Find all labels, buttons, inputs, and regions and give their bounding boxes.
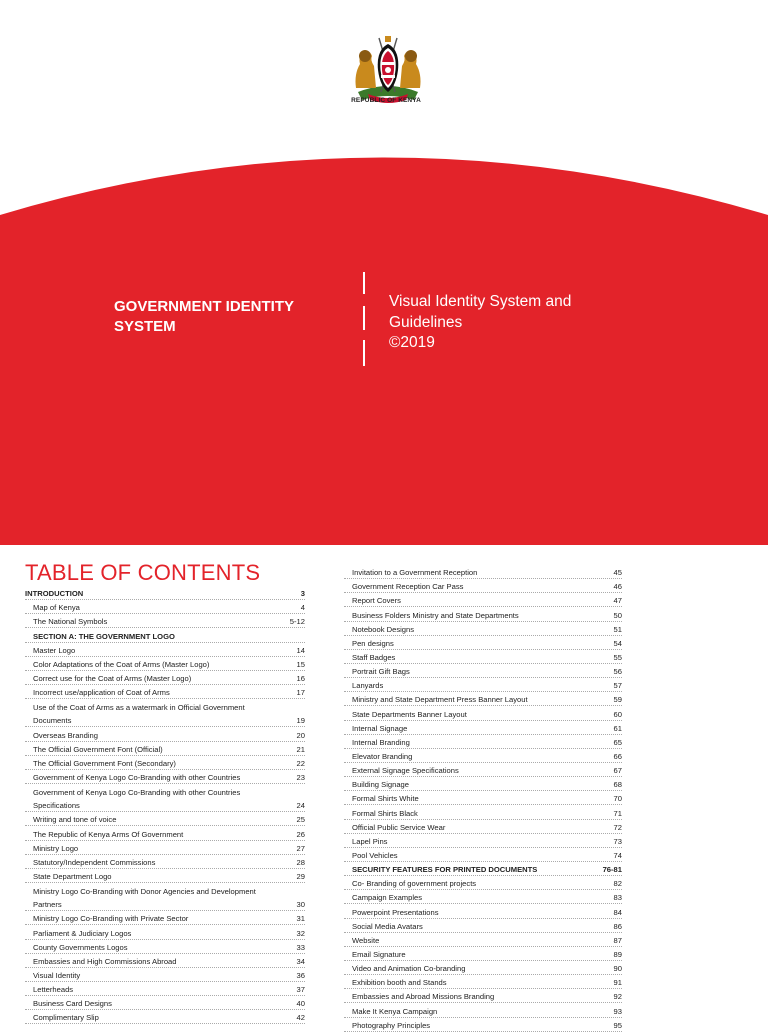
toc-entry[interactable]	[344, 735, 622, 749]
toc-entry-title: State Department Logo	[33, 871, 112, 881]
toc-entry[interactable]	[344, 876, 622, 890]
toc-entry-page: 60	[613, 709, 622, 719]
toc-entry[interactable]	[344, 607, 622, 621]
toc-entry[interactable]	[344, 961, 622, 975]
toc-entry-title: Correct use for the Coat of Arms (Master Logo)	[33, 673, 192, 683]
toc-entry[interactable]	[25, 897, 305, 911]
toc-entry-page: 71	[613, 808, 622, 818]
toc-entry-page: 55	[613, 652, 622, 662]
toc-entry-page: 59	[613, 695, 622, 705]
toc-entry-title: External Signage Specifications	[352, 766, 459, 776]
toc-entry[interactable]	[344, 593, 622, 607]
toc-entry[interactable]	[25, 982, 305, 996]
toc-entry-page: 25	[296, 815, 305, 825]
toc-entry[interactable]	[344, 975, 622, 989]
toc-entry[interactable]	[25, 586, 305, 600]
toc-entry-title: Report Covers	[352, 596, 401, 606]
toc-entry-page: 57	[613, 681, 622, 691]
toc-entry-page: 42	[296, 1013, 305, 1023]
toc-entry[interactable]	[344, 805, 622, 819]
cover-subtitle-line1: Visual Identity System and	[389, 293, 572, 310]
toc-entry-title: Government Reception Car Pass	[352, 582, 464, 592]
cover-title	[114, 297, 344, 337]
cover-title-line2: SYSTEM	[114, 318, 176, 335]
toc-entry-page: 65	[613, 737, 622, 747]
toc-entry-title: Exhibition booth and Stands	[352, 978, 447, 988]
toc-entry[interactable]	[25, 784, 305, 798]
toc-entry-title: County Governments Logos	[33, 942, 128, 952]
toc-entry-page: 27	[296, 843, 305, 853]
toc-entry[interactable]	[344, 919, 622, 933]
toc-entry-page: 90	[613, 964, 622, 974]
toc-entry-title: Government of Kenya Logo Co-Branding with other Countries	[33, 788, 241, 798]
toc-entry-title: Master Logo	[33, 645, 76, 655]
toc-entry[interactable]	[344, 1018, 622, 1032]
toc-entry[interactable]	[25, 940, 305, 954]
toc-entry-title: The Official Government Font (Secondary)	[33, 758, 176, 768]
toc-entry-title: Visual Identity	[33, 970, 81, 980]
toc-entry-page: 5-12	[289, 617, 305, 627]
toc-entry-title: Video and Animation Co-branding	[352, 964, 466, 974]
toc-entry-page: 47	[613, 596, 622, 606]
toc-entry-title: The Official Government Font (Official)	[33, 744, 163, 754]
toc-entry-page: 19	[296, 716, 305, 726]
toc-entry-title: Ministry Logo Co-Branding with Donor Agencies and Development	[33, 887, 256, 897]
toc-entry[interactable]	[344, 777, 622, 791]
toc-entry-page: 92	[613, 992, 622, 1002]
toc-entry-page: 87	[613, 935, 622, 945]
toc-entry[interactable]	[25, 883, 305, 897]
cover-title-line1: GOVERNMENT IDENTITY	[114, 298, 295, 315]
toc-entry-title: Business Folders Ministry and State Departments	[352, 610, 519, 620]
toc-entry-title: Photography Principles	[352, 1020, 431, 1030]
toc-entry-page: 40	[296, 999, 305, 1009]
toc-entry-title: Invitation to a Government Reception	[352, 568, 478, 578]
toc-entry[interactable]	[344, 706, 622, 720]
toc-entry-title: Internal Branding	[352, 737, 410, 747]
toc-entry-title: Elevator Branding	[352, 751, 413, 761]
toc-entry-title: Campaign Examples	[352, 893, 423, 903]
divider-dash	[363, 272, 365, 294]
toc-entry-page: 23	[296, 772, 305, 782]
toc-entry[interactable]	[344, 848, 622, 862]
toc-entry-title: SECTION A: THE GOVERNMENT LOGO	[33, 631, 175, 641]
toc-entry[interactable]	[25, 742, 305, 756]
toc-entry-page: 21	[296, 744, 305, 754]
toc-entry[interactable]	[344, 820, 622, 834]
toc-entry-title: Use of the Coat of Arms as a watermark in Official Government	[33, 703, 245, 713]
toc-entry-title: Parliament & Judiciary Logos	[33, 928, 132, 938]
toc-entry[interactable]	[344, 664, 622, 678]
toc-entry[interactable]	[344, 989, 622, 1003]
toc-entry-page: 91	[613, 978, 622, 988]
toc-entry-page: 84	[613, 907, 622, 917]
toc-entry-title: INTRODUCTION	[25, 589, 84, 599]
toc-heading: TABLE OF CONTENTS	[25, 560, 261, 585]
toc-entry-page: 67	[613, 766, 622, 776]
toc-entry-page: 46	[613, 582, 622, 592]
toc-entry[interactable]	[344, 650, 622, 664]
toc-entry[interactable]	[25, 812, 305, 826]
toc-entry-page: 72	[613, 822, 622, 832]
toc-entry[interactable]	[25, 996, 305, 1010]
toc-entry[interactable]	[25, 855, 305, 869]
toc-entry-title: Formal Shirts Black	[352, 808, 418, 818]
toc-entry-page: 93	[613, 1006, 622, 1016]
toc-entry-page: 66	[613, 751, 622, 761]
toc-entry[interactable]	[344, 947, 622, 961]
toc-entry-title: Color Adaptations of the Coat of Arms (Master Logo)	[33, 659, 210, 669]
toc-entry-page: 50	[613, 610, 622, 620]
toc-entry-page: 54	[613, 638, 622, 648]
toc-left-column	[25, 586, 305, 1024]
toc-entry-title: Specifications	[33, 801, 80, 811]
toc-entry[interactable]	[25, 968, 305, 982]
toc-entry-page: 83	[613, 893, 622, 903]
toc-entry[interactable]	[25, 600, 305, 614]
toc-entry-title: Notebook Designs	[352, 624, 415, 634]
toc-entry-title: Business Card Designs	[33, 999, 112, 1009]
divider-dash	[363, 340, 365, 366]
toc-entry-page: 45	[613, 568, 622, 578]
toc-entry-title: Email Signature	[352, 949, 406, 959]
toc-entry-page: 74	[613, 850, 622, 860]
toc-entry-title: Ministry Logo Co-Branding with Private Sector	[33, 914, 189, 924]
toc-entry-title: The National Symbols	[33, 617, 108, 627]
toc-entry-page: 26	[296, 829, 305, 839]
toc-entry-title: SECURITY FEATURES FOR PRINTED DOCUMENTS	[352, 865, 538, 875]
toc-entry[interactable]	[344, 692, 622, 706]
toc-entry-page: 82	[613, 879, 622, 889]
toc-entry-page: 15	[296, 659, 305, 669]
toc-entry[interactable]	[344, 791, 622, 805]
toc-entry-page: 34	[296, 956, 305, 966]
toc-right-column	[344, 565, 622, 1032]
toc-entry[interactable]	[344, 579, 622, 593]
toc-entry-page: 31	[296, 914, 305, 924]
toc-entry-title: Pen designs	[352, 638, 394, 648]
toc-entry-title: Internal Signage	[352, 723, 408, 733]
toc-entry-title: Partners	[33, 900, 62, 910]
toc-entry-title: Pool Vehicles	[352, 850, 398, 860]
toc-entry-title: Embassies and High Commissions Abroad	[33, 956, 177, 966]
toc-entry-title: Ministry Logo	[33, 843, 79, 853]
toc-entry-page: 70	[613, 794, 622, 804]
toc-entry-title: Ministry and State Department Press Banner Layout	[352, 695, 528, 705]
toc-entry-page: 3	[300, 589, 305, 599]
toc-entry-title: Incorrect use/application of Coat of Arms	[33, 688, 170, 698]
toc-entry-title: Staff Badges	[352, 652, 396, 662]
toc-entry[interactable]	[25, 614, 305, 628]
toc-entry-page: 95	[613, 1020, 622, 1030]
toc-entry[interactable]	[25, 756, 305, 770]
toc-entry[interactable]	[344, 721, 622, 735]
toc-entry-title: Writing and tone of voice	[33, 815, 117, 825]
toc-entry-page: 56	[613, 667, 622, 677]
toc-entry-page: 22	[296, 758, 305, 768]
toc-entry-page: 89	[613, 949, 622, 959]
toc-entry[interactable]	[344, 749, 622, 763]
toc-entry[interactable]	[344, 904, 622, 918]
toc-entry[interactable]	[25, 925, 305, 939]
toc-entry[interactable]	[344, 636, 622, 650]
toc-entry-title: Social Media Avatars	[352, 921, 423, 931]
toc-entry[interactable]	[25, 643, 305, 657]
toc-entry-page: 14	[296, 645, 305, 655]
toc-entry-title: Portrait Gift Bags	[352, 667, 410, 677]
toc-entry[interactable]	[25, 954, 305, 968]
toc-entry-title: Powerpoint Presentations	[352, 907, 439, 917]
toc-entry[interactable]	[344, 678, 622, 692]
toc-entry-page: 24	[296, 801, 305, 811]
toc-entry-title: Make It Kenya Campaign	[352, 1006, 438, 1016]
cover-subtitle	[389, 292, 639, 354]
toc-entry-page: 86	[613, 921, 622, 931]
toc-entry-page: 4	[300, 603, 305, 613]
toc-entry-title: Documents	[33, 716, 72, 726]
toc-entry-title: Co- Branding of government projects	[352, 879, 477, 889]
toc-entry[interactable]	[344, 862, 622, 876]
toc-entry[interactable]	[25, 727, 305, 741]
toc-entry-title: The Republic of Kenya Arms Of Government	[33, 829, 184, 839]
toc-entry-page: 76-81	[602, 865, 622, 875]
toc-entry-title: Lanyards	[352, 681, 384, 691]
toc-entry[interactable]	[344, 763, 622, 777]
toc-entry[interactable]	[25, 826, 305, 840]
toc-entry-page: 16	[296, 673, 305, 683]
toc-entry-title: Official Public Service Wear	[352, 822, 446, 832]
toc-entry-title: Website	[352, 935, 380, 945]
toc-entry[interactable]	[25, 798, 305, 812]
toc-entry-page: 20	[296, 730, 305, 740]
toc-entry-page: 36	[296, 970, 305, 980]
divider-dash	[363, 306, 365, 330]
toc-entry[interactable]	[25, 628, 305, 642]
toc-entry-page: 28	[296, 857, 305, 867]
toc-entry-title: State Departments Banner Layout	[352, 709, 467, 719]
toc-entry-page: 30	[296, 900, 305, 910]
toc-entry-title: Building Signage	[352, 780, 409, 790]
toc-entry[interactable]	[344, 1003, 622, 1017]
cover-subtitle-line3: ©2019	[389, 334, 435, 351]
emblem-caption: REPUBLIC OF KENYA	[351, 97, 421, 104]
toc-entry-title: Embassies and Abroad Missions Branding	[352, 992, 495, 1002]
toc-entry-page: 61	[613, 723, 622, 733]
toc-entry-page: 29	[296, 871, 305, 881]
toc-entry-page: 32	[296, 928, 305, 938]
toc-entry-title: Complimentary Slip	[33, 1013, 99, 1023]
toc-entry[interactable]	[25, 770, 305, 784]
toc-entry-title: Formal Shirts White	[352, 794, 419, 804]
toc-entry[interactable]	[344, 565, 622, 579]
toc-entry[interactable]	[25, 713, 305, 727]
toc-entry[interactable]	[25, 657, 305, 671]
toc-entry-title: Letterheads	[33, 985, 74, 995]
toc-entry-page: 73	[613, 836, 622, 846]
toc-entry-page: 51	[613, 624, 622, 634]
toc-entry-page: 37	[296, 985, 305, 995]
toc-entry[interactable]	[25, 911, 305, 925]
toc-entry[interactable]	[25, 671, 305, 685]
toc-entry-title: Lapel Pins	[352, 836, 388, 846]
toc-entry[interactable]	[344, 890, 622, 904]
toc-entry[interactable]	[25, 685, 305, 699]
toc-entry-title: Map of Kenya	[33, 603, 80, 613]
cover-subtitle-line2: Guidelines	[389, 313, 463, 331]
toc-entry-title: Overseas Branding	[33, 730, 99, 740]
toc-entry-page: 17	[296, 688, 305, 698]
toc-entry[interactable]	[344, 622, 622, 636]
toc-entry-title: Statutory/Independent Commissions	[33, 857, 156, 867]
toc-entry-title: Government of Kenya Logo Co-Branding with other Countries	[33, 772, 241, 782]
toc-entry[interactable]	[25, 699, 305, 713]
toc-entry[interactable]	[25, 841, 305, 855]
toc-entry[interactable]	[344, 834, 622, 848]
toc-entry[interactable]	[344, 933, 622, 947]
toc-entry[interactable]	[25, 1010, 305, 1024]
toc-entry-page: 68	[613, 780, 622, 790]
toc-entry-page: 33	[296, 942, 305, 952]
toc-entry[interactable]	[25, 869, 305, 883]
